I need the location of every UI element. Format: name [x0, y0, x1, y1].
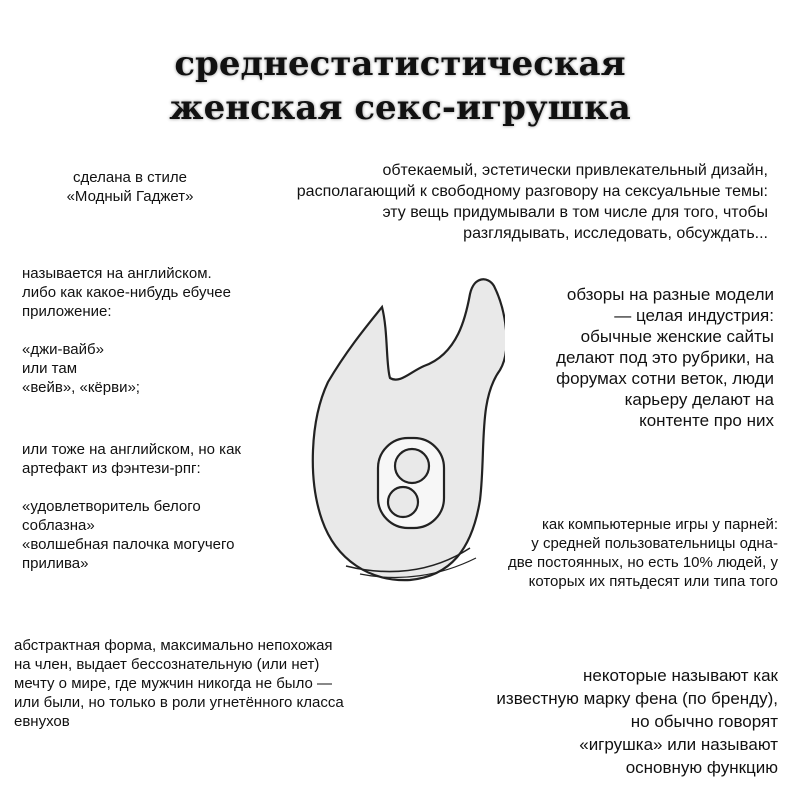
naming-note	[418, 664, 778, 779]
games-line: у средней пользовательницы одна-	[531, 535, 778, 552]
fantasy-name-line: артефакт из фэнтези-рпг:	[22, 460, 201, 477]
abstract-form-note	[14, 636, 414, 731]
games-line: которых их пятьдесят или типа того	[528, 573, 778, 590]
abstract-form-line: евнухов	[14, 713, 70, 730]
reviews-line: карьеру делают на	[624, 390, 774, 409]
reviews-note	[504, 284, 774, 431]
naming-line: некоторые называют как	[582, 666, 778, 685]
fantasy-name-note	[22, 440, 302, 573]
games-note	[458, 515, 778, 591]
toy-button-icon	[388, 487, 418, 517]
fantasy-name-line: или тоже на английском, но как	[22, 441, 241, 458]
fantasy-name-line: «волшебная палочка могучего	[22, 536, 235, 553]
style-note-line: сделана в стиле	[73, 169, 187, 186]
games-line: две постоянных, но есть 10% людей, у	[507, 554, 778, 571]
fantasy-name-line: «удовлетворитель белого	[22, 498, 201, 515]
naming-line: но обычно говорят	[630, 712, 778, 731]
name-english-line: или там	[22, 360, 78, 377]
design-note	[208, 160, 768, 244]
name-english-line: называется на английском.	[22, 265, 212, 282]
reviews-line: делают под это рубрики, на	[556, 348, 774, 367]
name-english-note	[22, 264, 302, 397]
reviews-line: контенте про них	[639, 411, 774, 430]
design-note-line: располагающий к свободному разговору на сексуальные темы:	[296, 183, 768, 200]
reviews-line: — целая индустрия:	[614, 306, 774, 325]
abstract-form-line: мечту о мире, где мужчин никогда не было —	[14, 675, 333, 692]
reviews-line: обычные женские сайты	[580, 327, 774, 346]
abstract-form-line: абстрактная форма, максимально непохожая	[14, 637, 333, 654]
games-line: как компьютерные игры у парней:	[542, 516, 778, 533]
fantasy-name-line: соблазна»	[22, 517, 95, 534]
name-english-line: приложение:	[22, 303, 112, 320]
name-english-line: «вейв», «кёрви»;	[22, 379, 140, 396]
abstract-form-line: на член, выдает бессознательную (или нет)	[14, 656, 320, 673]
style-note-line: «Модный Гаджет»	[66, 188, 194, 205]
design-note-line: эту вещь придумывали в том числе для того, чтобы	[382, 204, 768, 221]
name-english-line: «джи-вайб»	[22, 341, 104, 358]
toy-button-icon	[395, 449, 429, 483]
reviews-line: форумах сотни веток, люди	[556, 369, 774, 388]
name-english-line: либо как какое-нибудь ебучее	[22, 284, 231, 301]
reviews-line: обзоры на разные модели	[566, 285, 774, 304]
design-note-line: разглядывать, исследовать, обсуждать...	[463, 225, 768, 242]
naming-line: известную марку фена (по бренду),	[496, 689, 778, 708]
title-line-1: среднестатистическая	[174, 44, 626, 84]
page-title	[0, 42, 800, 130]
naming-line: «игрушка» или называют	[579, 735, 778, 754]
design-note-line: обтекаемый, эстетически привлекательный дизайн,	[382, 162, 768, 179]
naming-line: основную функцию	[625, 758, 778, 777]
abstract-form-line: или были, но только в роли угнетённого класса	[14, 694, 344, 711]
fantasy-name-line: прилива»	[22, 555, 89, 572]
title-line-2: женская секс-игрушка	[169, 88, 631, 128]
style-note	[30, 168, 230, 206]
